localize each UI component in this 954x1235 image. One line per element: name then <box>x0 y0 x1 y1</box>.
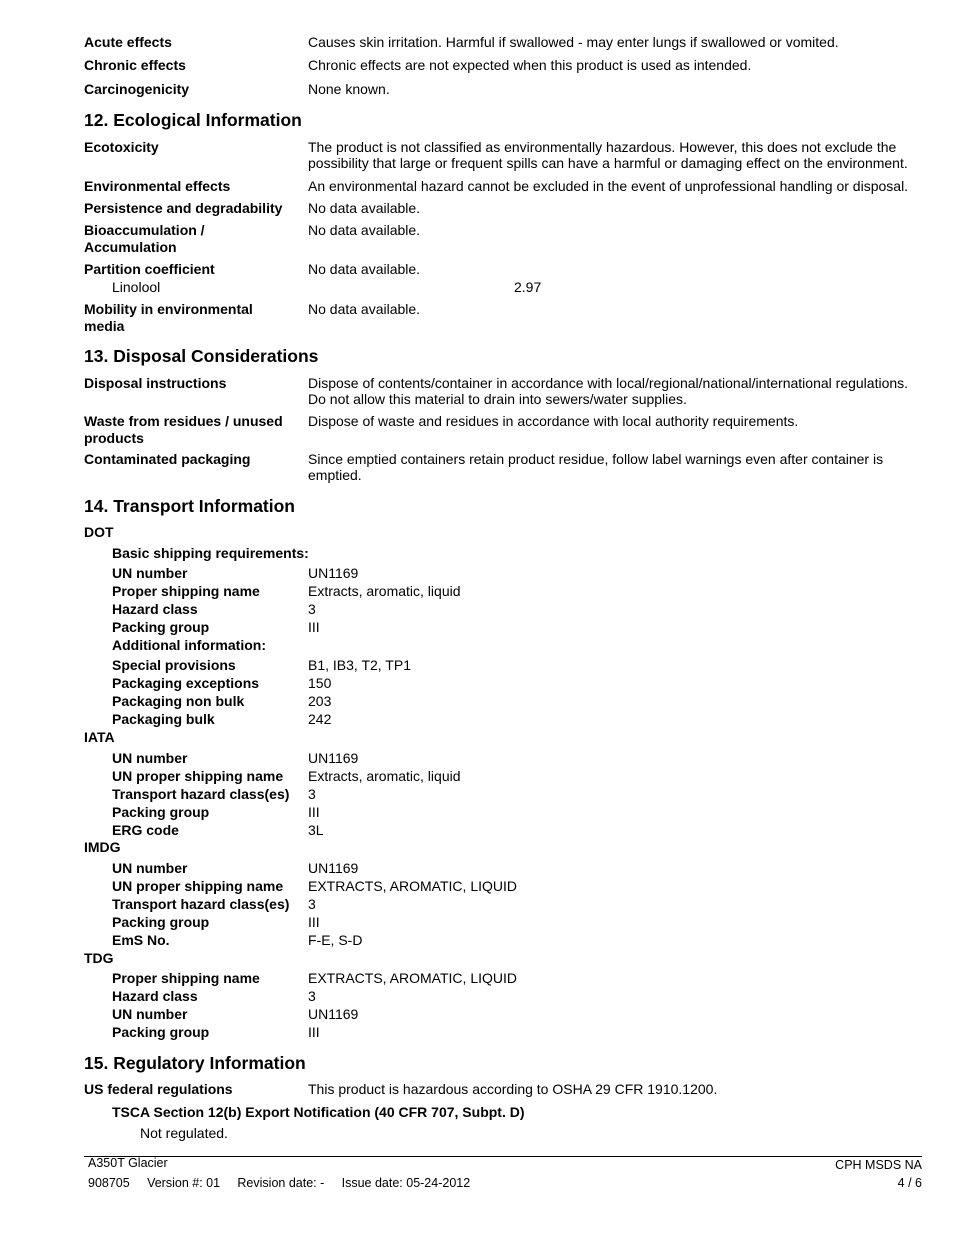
imdg-row-value: III <box>308 914 320 930</box>
iata-row-value: UN1169 <box>308 750 359 766</box>
carcinogenicity-value: None known. <box>308 81 390 97</box>
iata-row-label: UN proper shipping name <box>112 768 284 784</box>
footer-doc: CPH MSDS NA <box>835 1158 922 1172</box>
dot-add-row-label: Packaging exceptions <box>112 675 260 691</box>
tdg-row-label: Packing group <box>112 1024 210 1040</box>
imdg-row-label: Transport hazard class(es) <box>112 896 290 912</box>
dot-add-row-value: 242 <box>308 711 332 727</box>
environmental-effects-label: Environmental effects <box>84 178 231 194</box>
mobility-label: Mobility in environmental media <box>84 301 253 334</box>
tdg-row-label: UN number <box>112 1006 188 1022</box>
partition-coefficient-label: Partition coefficient <box>84 261 215 277</box>
ecotoxicity-label: Ecotoxicity <box>84 139 159 155</box>
dot-add-row-label: Packaging non bulk <box>112 693 245 709</box>
section-13-title: 13. Disposal Considerations <box>84 346 319 366</box>
dot-add-row-label: Special provisions <box>112 657 236 673</box>
acute-effects-value: Causes skin irritation. Harmful if swallowed - may enter lungs if swallowed or vomited. <box>308 34 839 50</box>
dot-heading: DOT <box>84 524 114 540</box>
imdg-row-value: EXTRACTS, AROMATIC, LIQUID <box>308 878 517 894</box>
contaminated-packaging-value: Since emptied containers retain product residue, follow label warnings even after container is emptied. <box>308 451 884 483</box>
footer-page-number: 4 / 6 <box>897 1176 922 1190</box>
disposal-instructions-label: Disposal instructions <box>84 375 227 391</box>
bioaccumulation-value: No data available. <box>308 222 421 238</box>
imdg-row-value: F-E, S-D <box>308 932 363 948</box>
imdg-row-value: 3 <box>308 896 316 912</box>
iata-row-label: Transport hazard class(es) <box>112 786 290 802</box>
iata-row-value: 3 <box>308 786 316 802</box>
dot-add-row-value: B1, IB3, T2, TP1 <box>308 657 411 673</box>
imdg-row-label: UN number <box>112 860 188 876</box>
section-12-title: 12. Ecological Information <box>84 110 302 130</box>
ecotoxicity-value: The product is not classified as environmentally hazardous. However, this does not exclude the possibility that large or frequent spills can have a harmful or damaging effect on the environment. <box>308 139 908 171</box>
footer-meta: 908705 Version #: 01 Revision date: - Issue date: 05-24-2012 <box>88 1176 471 1190</box>
iata-row-label: Packing group <box>112 804 210 820</box>
additional-info-heading: Additional information: <box>112 637 266 653</box>
dot-row-value: 3 <box>308 601 316 617</box>
contaminated-packaging-label: Contaminated packaging <box>84 451 251 467</box>
section-15-title: 15. Regulatory Information <box>84 1053 306 1073</box>
iata-row-value: Extracts, aromatic, liquid <box>308 768 461 784</box>
tdg-heading: TDG <box>84 950 114 966</box>
imdg-heading: IMDG <box>84 839 121 855</box>
dot-row-value: III <box>308 619 320 635</box>
iata-heading: IATA <box>84 729 115 745</box>
bioaccumulation-label: Bioaccumulation / Accumulation <box>84 222 205 255</box>
us-federal-label: US federal regulations <box>84 1081 233 1097</box>
persistence-label: Persistence and degradability <box>84 200 283 216</box>
dot-row-value: UN1169 <box>308 565 359 581</box>
tdg-row-label: Hazard class <box>112 988 198 1004</box>
tdg-row-value: III <box>308 1024 320 1040</box>
imdg-row-label: Packing group <box>112 914 210 930</box>
dot-row-label: Proper shipping name <box>112 583 260 599</box>
dot-row-label: Hazard class <box>112 601 198 617</box>
tdg-row-value: EXTRACTS, AROMATIC, LIQUID <box>308 970 517 986</box>
linolool-label: Linolool <box>112 279 161 295</box>
chronic-effects-label: Chronic effects <box>84 57 186 73</box>
acute-effects-label: Acute effects <box>84 34 172 50</box>
chronic-effects-value: Chronic effects are not expected when this product is used as intended. <box>308 57 752 73</box>
disposal-instructions-value: Dispose of contents/container in accordance with local/regional/national/international regulations. Do not allow this material to drain into sewers/water supplies. <box>308 375 909 407</box>
tsca-heading: TSCA Section 12(b) Export Notification (40 CFR 707, Subpt. D) <box>112 1104 525 1120</box>
dot-row-label: Packing group <box>112 619 210 635</box>
environmental-effects-value: An environmental hazard cannot be excluded in the event of unprofessional handling or disposal. <box>308 178 909 194</box>
carcinogenicity-label: Carcinogenicity <box>84 81 190 97</box>
iata-row-value: 3L <box>308 822 324 838</box>
footer-product: A350T Glacier <box>88 1156 168 1170</box>
tdg-row-value: UN1169 <box>308 1006 359 1022</box>
dot-row-value: Extracts, aromatic, liquid <box>308 583 461 599</box>
dot-add-row-value: 150 <box>308 675 332 691</box>
tsca-value: Not regulated. <box>140 1125 228 1141</box>
iata-row-label: ERG code <box>112 822 179 838</box>
dot-add-row-label: Packaging bulk <box>112 711 215 727</box>
iata-row-value: III <box>308 804 320 820</box>
tdg-row-value: 3 <box>308 988 316 1004</box>
imdg-row-value: UN1169 <box>308 860 359 876</box>
dot-add-row-value: 203 <box>308 693 332 709</box>
mobility-value: No data available. <box>308 301 421 317</box>
persistence-value: No data available. <box>308 200 421 216</box>
section-14-title: 14. Transport Information <box>84 496 295 516</box>
us-federal-value: This product is hazardous according to OSHA 29 CFR 1910.1200. <box>308 1081 718 1097</box>
tdg-row-label: Proper shipping name <box>112 970 260 986</box>
basic-shipping-heading: Basic shipping requirements: <box>112 545 309 561</box>
partition-coefficient-value: No data available. <box>308 261 421 277</box>
imdg-row-label: EmS No. <box>112 932 170 948</box>
linolool-value: 2.97 <box>514 279 542 295</box>
dot-row-label: UN number <box>112 565 188 581</box>
waste-residues-label: Waste from residues / unused products <box>84 413 283 446</box>
iata-row-label: UN number <box>112 750 188 766</box>
waste-residues-value: Dispose of waste and residues in accordance with local authority requirements. <box>308 413 799 429</box>
imdg-row-label: UN proper shipping name <box>112 878 284 894</box>
footer-divider <box>84 1156 922 1157</box>
